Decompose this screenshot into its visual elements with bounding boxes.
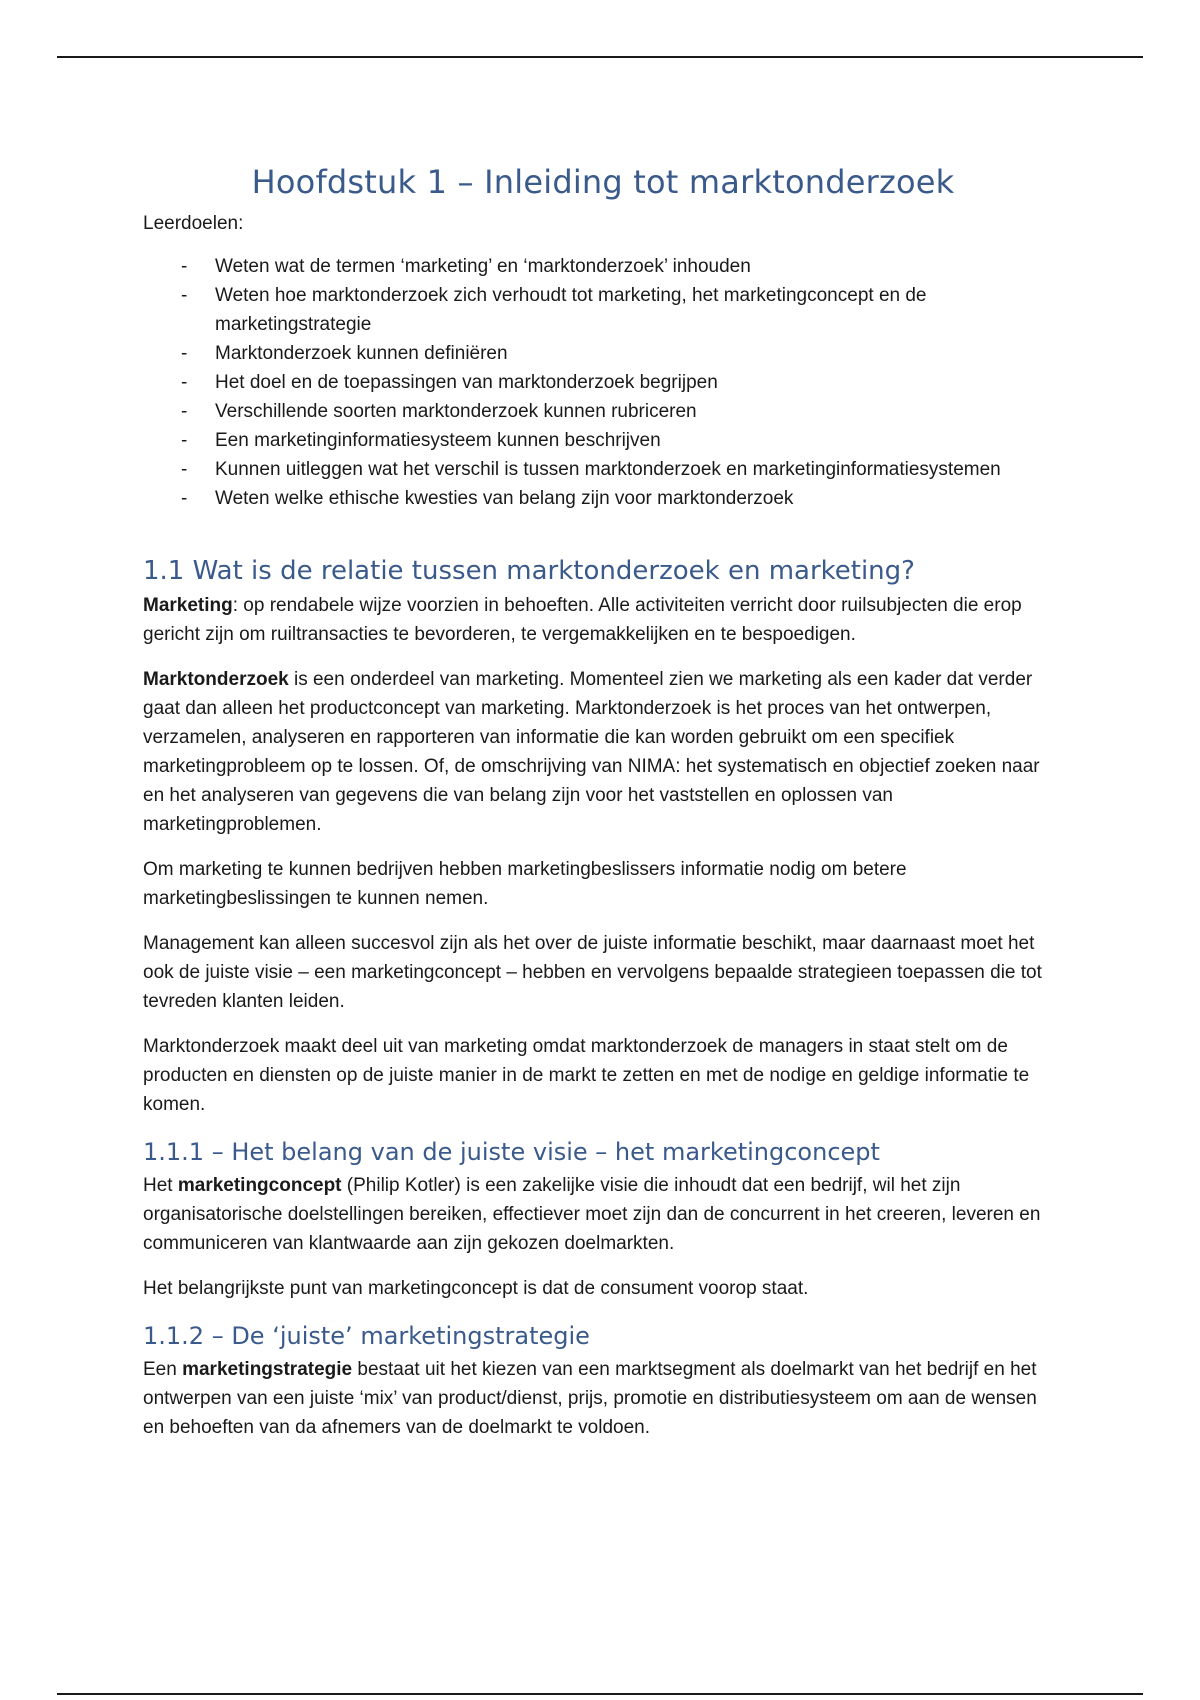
term-marketingstrategie: marketingstrategie: [182, 1359, 353, 1380]
list-item: - Een marketinginformatiesysteem kunnen beschrijven: [181, 426, 1005, 455]
list-item: - Weten hoe marktonderzoek zich verhoudt tot marketing, het marketingconcept en de marketingstrategie: [181, 281, 1005, 339]
list-item: - Weten welke ethische kwesties van belang zijn voor marktonderzoek: [181, 484, 1005, 513]
section-heading-1-1: 1.1 Wat is de relatie tussen marktonderzoek en marketing?: [143, 556, 915, 586]
goals-list: [143, 252, 1063, 513]
bullet-dash: -: [181, 372, 188, 393]
term-marketingconcept: marketingconcept: [177, 1175, 342, 1196]
bullet-dash: -: [181, 285, 188, 306]
list-item: - Verschillende soorten marktonderzoek kunnen rubriceren: [181, 397, 1005, 426]
paragraph: Om marketing te kunnen bedrijven hebben marketingbeslissers informatie nodig om betere marketingbeslissingen te kunnen nemen.: [143, 859, 907, 909]
list-item: - Weten wat de termen ‘marketing’ en ‘marktonderzoek’ inhouden: [181, 252, 1005, 281]
footer-rule: [57, 1693, 1143, 1695]
list-item: - Het doel en de toepassingen van marktonderzoek begrijpen: [181, 368, 1005, 397]
term-marktonderzoek: Marktonderzoek: [143, 669, 289, 690]
bullet-dash: -: [181, 343, 188, 364]
goals-label: Leerdoelen:: [143, 213, 244, 234]
header-rule: [57, 56, 1143, 58]
paragraph: Management kan alleen succesvol zijn als het over de juiste informatie beschikt, maar daarnaast moet het ook de juiste visie – een marketingconcept – hebben en vervolgens bepaalde strategieen toepassen die tot tevreden klanten leiden.: [143, 933, 1042, 1012]
section-heading-1-1-1: 1.1.1 – Het belang van de juiste visie – het marketingconcept: [143, 1138, 880, 1166]
document-body: [143, 160, 1063, 1458]
term-marketing: Marketing: [143, 595, 233, 616]
paragraph-marketingconcept: Het marketingconcept (Philip Kotler) is een zakelijke visie die inhoudt dat een bedrijf, wil het zijn organisatorische doelstellingen bereiken, effectiever moet zijn dan de concurrent in het creeren, leveren en communiceren van klantwaarde aan zijn gekozen doelmarkten.: [143, 1175, 1041, 1254]
page-title: Hoofdstuk 1 – Inleiding tot marktonderzoek: [251, 163, 955, 201]
paragraph-marktonderzoek-definition: Marktonderzoek is een onderdeel van marketing. Momenteel zien we marketing als een kader dat verder gaat dan alleen het productconcept van marketing. Marktonderzoek is het proces van het ontwerpen, verzamelen, analyseren en rapporteren van informatie die kan worden gebruikt om een specifiek marketingprobleem op te lossen. Of, de omschrijving van NIMA: het systematisch en objectief zoeken naar en het analyseren van gegevens die van belang zijn voor het vaststellen en oplossen van marketingproblemen.: [143, 669, 1040, 835]
paragraph-marketing-definition: Marketing: op rendabele wijze voorzien in behoeften. Alle activiteiten verricht door ruilsubjecten die erop gericht zijn om ruiltransacties te bevorderen, te vergemakkelijken en te bespoedigen.: [143, 595, 1022, 645]
bullet-dash: -: [181, 488, 188, 509]
list-item: - Marktonderzoek kunnen definiëren: [181, 339, 1005, 368]
list-item: - Kunnen uitleggen wat het verschil is tussen marktonderzoek en marketinginformatiesystemen: [181, 455, 1005, 484]
bullet-dash: -: [181, 256, 188, 277]
paragraph: Marktonderzoek maakt deel uit van marketing omdat marktonderzoek de managers in staat stelt om de producten en diensten op de juiste manier in de markt te zetten en met de nodige en geldige informatie te komen.: [143, 1036, 1030, 1115]
section-heading-1-1-2: 1.1.2 – De ‘juiste’ marketingstrategie: [143, 1322, 590, 1350]
paragraph-marketingstrategie: Een marketingstrategie bestaat uit het kiezen van een marktsegment als doelmarkt van het bedrijf en het ontwerpen van een juiste ‘mix’ van product/dienst, prijs, promotie en distributiesysteem om aan de wensen en behoeften van da afnemers van de doelmarkt te voldoen.: [143, 1359, 1037, 1438]
paragraph: Het belangrijkste punt van marketingconcept is dat de consument voorop staat.: [143, 1278, 809, 1299]
bullet-dash: -: [181, 459, 188, 480]
bullet-dash: -: [181, 401, 188, 422]
bullet-dash: -: [181, 430, 188, 451]
